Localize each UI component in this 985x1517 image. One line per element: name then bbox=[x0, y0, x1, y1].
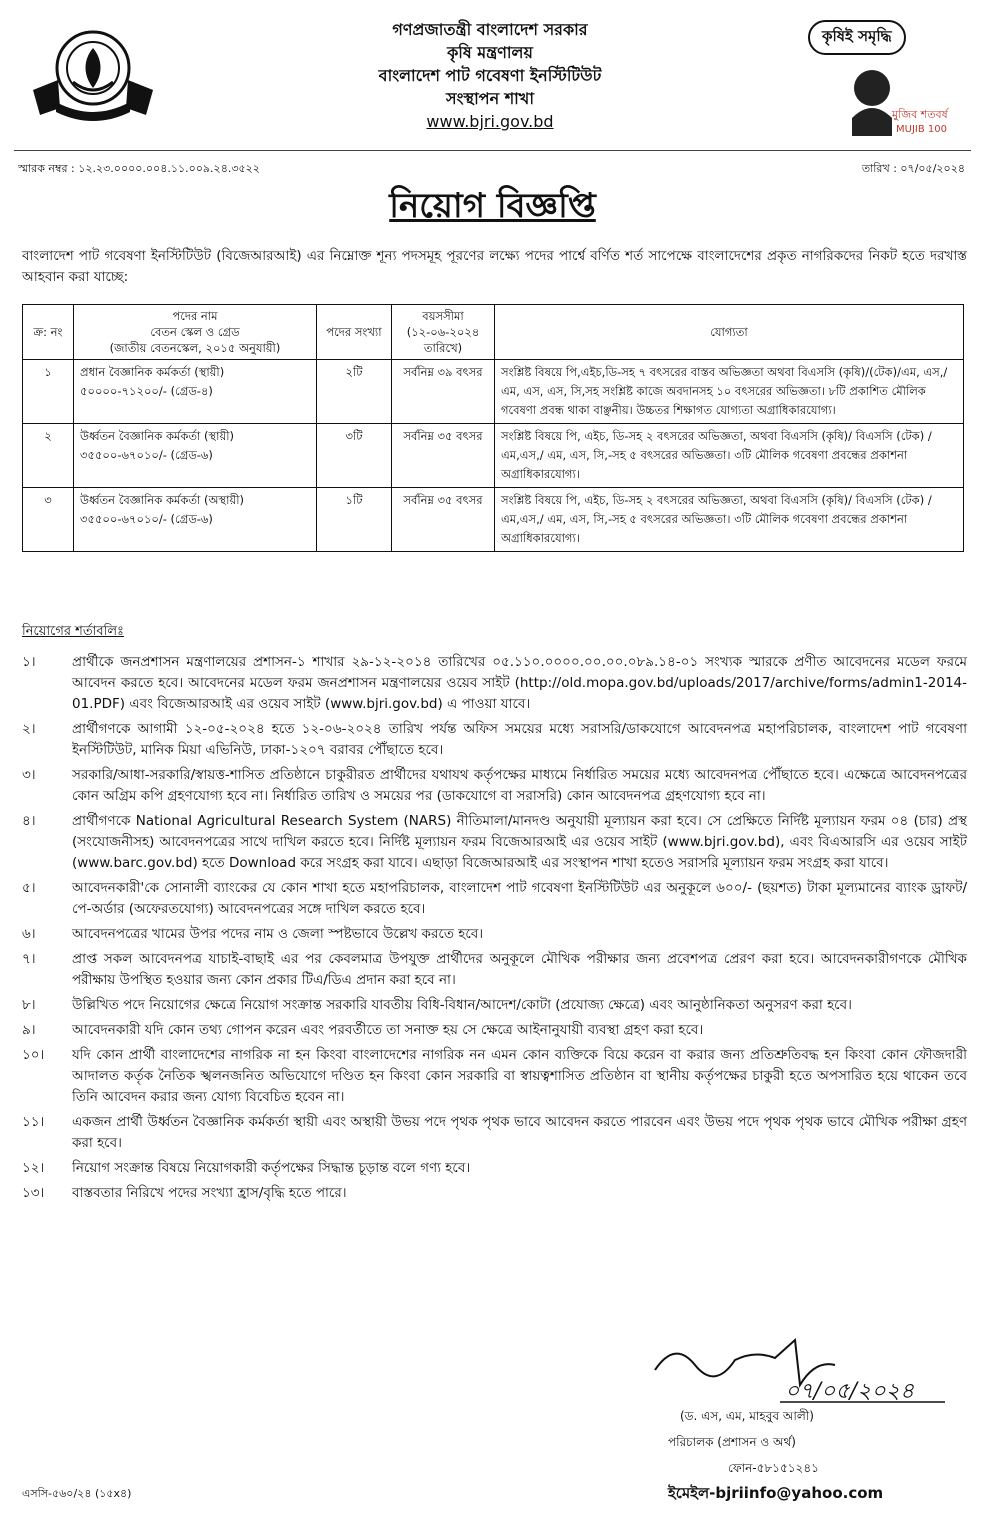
table-header-row bbox=[23, 305, 964, 360]
header-section: সংস্থাপন শাখা bbox=[446, 89, 534, 108]
header-post: পদের নাম বেতন স্কেল ও গ্রেড (জাতীয় বেতনস্কেল, ২০১৫ অনুযায়ী) bbox=[74, 305, 317, 360]
row-qualification: সংশ্লিষ্ট বিষয়ে পি, এইচ, ডি-সহ ২ বৎসরের অভিজ্ঞতা, অথবা বিএসসি (কৃষি)/ বিএসসি (টেক) /এম,এস,/ এম, এস, সি,-সহ ৫ বৎসরের অভিজ্ঞতা। ৩টি মৌলিক গবেষণা প্রবন্ধের প্রকাশনা অগ্রাধিকারযোগ্য। bbox=[495, 424, 964, 488]
notice-title bbox=[0, 180, 985, 237]
terms-list bbox=[22, 652, 967, 1208]
footer-code: এসসি-৫৬০/২৪ (১৫x৪) bbox=[22, 1487, 132, 1500]
header-ministry: কৃষি মন্ত্রণালয় bbox=[447, 43, 533, 62]
signatory-email[interactable]: ইমেইল-bjriinfo@yahoo.com bbox=[668, 1484, 884, 1502]
signatory-phone: ফোন-৫৮১৫১২৪১ bbox=[728, 1461, 819, 1475]
intro-paragraph: বাংলাদেশ পাট গবেষণা ইনস্টিটিউট (বিজেআরআই) এর নিম্নোক্ত শূন্য পদসমূহ পূরণের লক্ষ্যে পদের পার্শ্বে বর্ণিত শর্ত সাপেক্ষে বাংলাদেশের প্রকৃত নাগরিকদের নিকট হতে দরখাস্ত আহবান করা যাচ্ছে: bbox=[22, 248, 967, 285]
list-item: ১২। নিয়োগ সংক্রান্ত বিষয়ে নিয়োগকারী কর্তৃপক্ষের সিদ্ধান্ত চূড়ান্ত বলে গণ্য হবে। bbox=[22, 1160, 471, 1176]
header-government: গণপ্রজাতন্ত্রী বাংলাদেশ সরকার bbox=[392, 20, 588, 39]
header-count: পদের সংখ্যা bbox=[317, 305, 392, 360]
row-post: উর্ধ্বতন বৈজ্ঞানিক কর্মকর্তা (অস্থায়ী) ৩৫৫০০-৬৭০১০/- (গ্রেড-৬) bbox=[74, 488, 317, 552]
row-count: ২টি bbox=[317, 360, 392, 424]
list-item: ১১। একজন প্রার্থী উর্ধ্বতন বৈজ্ঞানিক কর্মকর্তা স্থায়ী এবং অস্থায়ী উভয় পদে পৃথক পৃথক ভাবে আবেদন করতে পারবেন এবং উভয় পদে পৃথক পৃথক ভাবে মৌখিক পরীক্ষা গ্রহণ করা হবে। bbox=[22, 1114, 967, 1151]
table-row bbox=[23, 360, 964, 424]
list-item: ৪। প্রার্থীগণকে National Agricultural Research System (NARS) নীতিমালা/মানদণ্ড অনুযায়ী মূল্যায়ন করা হবে। সে প্রেক্ষিতে নির্দিষ্ট মূল্যায়ন ফরম ০৪ (চার) প্রস্থ (সংযোজনীসহ) আবেদনপত্রের সাথে দাখিল করতে হবে। নির্দিষ্ট মূল্যায়ন ফরম বিজেআরআই এর ওয়েব সাইট (www.bjri.gov.bd), এবং বিএআরসি এর ওয়েব সাইট (www.barc.gov.bd) হতে Download করে সংগ্রহ করা যাবে। এছাড়া বিজেআরআই এর সংস্থাপন শাখা হতেও সরাসরি মূল্যায়ন ফরম সংগ্রহ করা যাবে। bbox=[22, 813, 967, 871]
memo-date: তারিখ : ০৭/০৫/২০২৪ bbox=[861, 162, 965, 175]
handwritten-signature bbox=[645, 1330, 945, 1410]
row-serial: ২ bbox=[23, 424, 74, 488]
row-post: উর্ধ্বতন বৈজ্ঞানিক কর্মকর্তা (স্থায়ী) ৩৫৫০০-৬৭০১০/- (গ্রেড-৬) bbox=[74, 424, 317, 488]
header-divider bbox=[14, 150, 971, 151]
list-item: ৩। সরকারি/আধা-সরকারি/স্বায়ত্ত-শাসিত প্রতিষ্ঠানে চাকুরীরত প্রার্থীদের যথাযথ কর্তৃপক্ষের মাধ্যমে নির্ধারিত সময়ের মধ্যে আবেদনপত্র পৌঁছাতে হবে। এক্ষেত্রে আবেদনপত্রের কোন অগ্রিম কপি গ্রহণযোগ্য হবে না। নির্ধারিত তারিখ ও সময়ের পর (ডাকযোগে বা সরাসরি) কোন আবেদনপত্র গ্রহণযোগ্য হবে না। bbox=[22, 767, 967, 804]
signature-date: ০৭/০৫/২০২৪ bbox=[785, 1379, 915, 1404]
row-age: সর্বনিম্ন ৩৫ বৎসর bbox=[392, 488, 495, 552]
table-row bbox=[23, 424, 964, 488]
list-item: ২। প্রার্থীগণকে আগামী ১২-০৫-২০২৪ হতে ১২-০৬-২০২৪ তারিখ পর্যন্ত অফিস সময়ের মধ্যে সরাসরি/ডাকযোগে আবেদনপত্র মহাপরিচালক, বাংলাদেশ পাট গবেষণা ইনস্টিটিউট, মানিক মিয়া এভিনিউ, ঢাকা-১২০৭ বরাবর পৌঁছাতে হবে। bbox=[22, 721, 967, 758]
list-item: ১০। যদি কোন প্রার্থী বাংলাদেশের নাগরিক না হন কিংবা বাংলাদেশের নাগরিক নন এমন কোন ব্যক্তিকে বিয়ে করেন বা করার জন্য প্রতিশ্রুতিবদ্ধ হন কিংবা কোন ফৌজদারী আদালত কর্তৃক নৈতিক স্খলনজনিত অভিযোগে দণ্ডিত হন কিংবা কোন সরকারি বা স্বায়ত্বশাসিত প্রতিষ্ঠান বা স্থানীয় কর্তৃপক্ষের চাকুরী হতে অপসারিত হয়ে থাকেন তবে তিনি আবেদন করার জন্য যোগ্য বিবেচিত হবেন না। bbox=[22, 1047, 967, 1105]
row-qualification: সংশ্লিষ্ট বিষয়ে পি, এইচ, ডি-সহ ২ বৎসরের অভিজ্ঞতা, অথবা বিএসসি (কৃষি)/ বিএসসি (টেক) /এম,এস,/ এম, এস, সি,-সহ ৫ বৎসরের অভিজ্ঞতা। ৩টি মৌলিক গবেষণা প্রবন্ধের প্রকাশনা অগ্রাধিকারযোগ্য। bbox=[495, 488, 964, 552]
office-header bbox=[250, 18, 730, 133]
list-item: ৫। আবেদনকারী'কে সোনালী ব্যাংকের যে কোন শাখা হতে মহাপরিচালক, বাংলাদেশ পাট গবেষণা ইনস্টিটিউট এর অনুকূলে ৬০০/- (ছয়শত) টাকা মূল্যমানের ব্যাংক ড্রাফট/পে-অর্ডার (অফেরতযোগ্য) আবেদনপত্রের সঙ্গে দাখিল করতে হবে। bbox=[22, 880, 967, 917]
row-age: সর্বনিম্ন ৩৫ বৎসর bbox=[392, 424, 495, 488]
notice-title-text: নিয়োগ বিজ্ঞপ্তি bbox=[389, 186, 596, 226]
row-age: সর্বনিম্ন ৩৯ বৎসর bbox=[392, 360, 495, 424]
terms-heading: নিয়োগের শর্তাবলিঃ bbox=[22, 624, 124, 639]
signatory-designation: পরিচালক (প্রশাসন ও অর্থ) bbox=[668, 1435, 796, 1449]
list-item: ৭। প্রাপ্ত সকল আবেদনপত্র যাচাই-বাছাই এর পর কেবলমাত্র উপযুক্ত প্রার্থীদের অনুকূলে মৌখিক পরীক্ষার জন্য প্রবেশপত্র প্রেরণ করা হবে। আবেদনকারীগণকে মৌখিক পরীক্ষায় উপস্থিত হওয়ার জন্য কোন প্রকার টিএ/ডিএ প্রদান করা হবে না। bbox=[22, 951, 967, 988]
vacancy-table bbox=[22, 304, 964, 552]
list-item: ৯। আবেদনকারী যদি কোন তথ্য গোপন করেন এবং পরবর্তীতে তা সনাক্ত হয় সে ক্ষেত্রে আইনানুযায়ী ব্যবস্থা গ্রহণ করা হবে। bbox=[22, 1022, 704, 1038]
list-item: ১৩। বাস্তবতার নিরিখে পদের সংখ্যা হ্রাস/বৃদ্ধি হতে পারে। bbox=[22, 1185, 347, 1201]
list-item: ৬। আবেদনপত্রের খামের উপর পদের নাম ও জেলা স্পষ্টভাবে উল্লেখ করতে হবে। bbox=[22, 926, 484, 942]
memo-number: স্মারক নম্বর : ১২.২৩.০০০০.০০৪.১১.০০৯.২৪.৩৫২২ bbox=[18, 162, 260, 175]
mujib-text: মুজিব শতবর্ষ bbox=[892, 108, 948, 121]
row-count: ৩টি bbox=[317, 424, 392, 488]
list-item: ৮। উল্লিখিত পদে নিয়োগের ক্ষেত্রে নিয়োগ সংক্রান্ত সরকারি যাবতীয় বিধি-বিধান/আদেশ/কোটা (প্রযোজ্য ক্ষেত্রে) এবং আনুষ্ঠানিকতা অনুসরণ করা হবে। bbox=[22, 997, 852, 1013]
row-post: প্রধান বৈজ্ঞানিক কর্মকর্তা (স্থায়ী) ৫০০০০-৭১২০০/- (গ্রেড-৪) bbox=[74, 360, 317, 424]
row-serial: ৩ bbox=[23, 488, 74, 552]
mujib-100-mark: MUJIB 100 bbox=[896, 124, 947, 135]
slogan-badge: কৃষিই সমৃদ্ধি bbox=[808, 20, 906, 55]
row-serial: ১ bbox=[23, 360, 74, 424]
government-emblem-icon bbox=[28, 20, 158, 130]
header-website-link[interactable]: www.bjri.gov.bd bbox=[426, 112, 554, 131]
table-row bbox=[23, 488, 964, 552]
mujib-centenary-logo bbox=[830, 58, 950, 138]
row-qualification: সংশ্লিষ্ট বিষয়ে পি,এইচ,ডি-সহ ৭ বৎসরের বাস্তব অভিজ্ঞতা অথবা বিএসসি (কৃষি)/(টেক)/এম, এস,/এম, এস, এস, সি,সহ সংশ্লিষ্ট কাজে অবদানসহ ১০ বৎসরের অভিজ্ঞতা। ৮টি প্রকাশিত মৌলিক গবেষণা প্রবন্ধ থাকা বাঞ্ছনীয়। উচ্চতর শিক্ষাগত যোগ্যতা অগ্রাধিকারযোগ্য। bbox=[495, 360, 964, 424]
header-institute: বাংলাদেশ পাট গবেষণা ইনস্টিটিউট bbox=[378, 66, 602, 85]
signatory-name: (ড. এস, এম, মাহবুব আলী) bbox=[680, 1409, 814, 1423]
row-count: ১টি bbox=[317, 488, 392, 552]
header-serial: ক্র: নং bbox=[23, 305, 74, 360]
list-item: ১। প্রার্থীকে জনপ্রশাসন মন্ত্রণালয়ের প্রশাসন-১ শাখার ২৯-১২-২০১৪ তারিখের ০৫.১১০.০০০০.০০.০০.০৮৯.১৪-০১ সংখ্যক স্মারকে প্রণীত আবেদনের মডেল ফরমে আবেদন করতে হবে। আবেদনের মডেল ফরম জনপ্রশাসন মন্ত্রণালয়ের ওয়েব সাইট (http://old.mopa.gov.bd/uploads/2017/archive/forms/admin1-2014-01.PDF) এবং বিজেআরআই এর ওয়েব সাইট (www.bjri.gov.bd) এ পাওয়া যাবে। bbox=[22, 654, 967, 712]
header-age: বয়সসীমা (১২-০৬-২০২৪ তারিখে) bbox=[392, 305, 495, 360]
header-qualification: যোগ্যতা bbox=[495, 305, 964, 360]
